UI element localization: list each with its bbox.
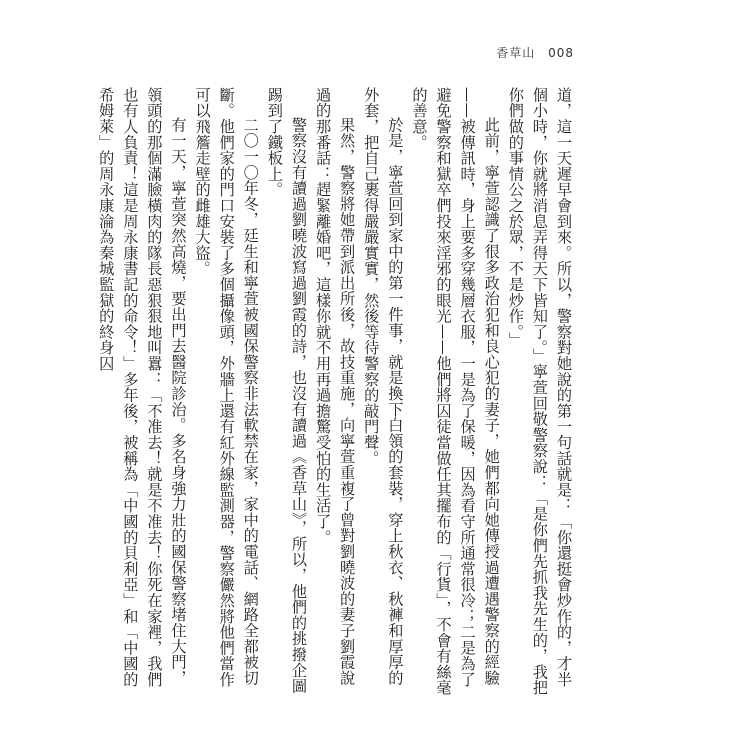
paragraph: 二〇一〇年冬，廷生和寧萱被國保警察非法軟禁在家，家中的電話、網路全都被切斷。他們家的門口安裝了多個攝像頭，外牆上還有紅外線監測器，警察儼然將他們當作可以飛簷走壁的雌雄大盜。 bbox=[193, 87, 260, 688]
paragraph: 此前，寧萱認識了很多政治犯和良心犯的妻子，她們都向她傳授過遭遇警察的經驗——被傳訊時，身上要多穿幾層衣服，一是為了保暖，因為看守所通常很冷；二是為了避免警察和獄卒們投來淫邪的眼光——他們將囚徒當做任其擺布的「行貨」，不會有絲毫的善意。 bbox=[410, 87, 501, 696]
paragraph: 果然，警察將她帶到派出所後，故技重施，向寧萱重複了曾對劉曉波的妻子劉霞說過的那番話：趕緊離婚吧，這樣你就不用再過擔驚受怕的生活了。 bbox=[314, 87, 357, 687]
paragraph-continued: 道，這一天遲早會到來。所以，警察對她說的第一句話就是：「你還挺會炒作的，才半個小時，你就將消息弄得天下皆知了。」寧萱回敬警察說：「是你們先抓我先生的，我把你們做的事情公之於眾，不是炒作。」 bbox=[506, 87, 573, 696]
paragraph: 於是，寧萱回到家中的第一件事，就是換下白領的套裝，穿上秋衣、秋褲和厚厚的外套，把自己裹得嚴嚴實實，然後等待警察的敲門聲。 bbox=[362, 87, 405, 687]
body-text-vertical bbox=[97, 87, 576, 699]
paragraph: 有一天，寧萱突然高燒，要出門去醫院診治。多名身強力壯的國保警察堵住大門，領頭的那個滿臉橫肉的隊長惡狠狠地叫囂：「不准去！就是不准去！你死在家裡，我們也有人負責！這是周永康書記的命令！」多年後，被稱為「中國的貝利亞」和「中國的希姆萊」的周永康淪為秦城監獄的終身囚 bbox=[97, 87, 188, 688]
paragraph: 警察沒有讀過劉曉波寫過劉霞的詩，也沒有讀過《香草山》，所以，他們的挑撥企圖踢到了鐵板上。 bbox=[265, 87, 308, 695]
running-header bbox=[496, 44, 574, 61]
running-header-title: 香草山 bbox=[496, 46, 536, 60]
page-number: 008 bbox=[548, 46, 574, 60]
